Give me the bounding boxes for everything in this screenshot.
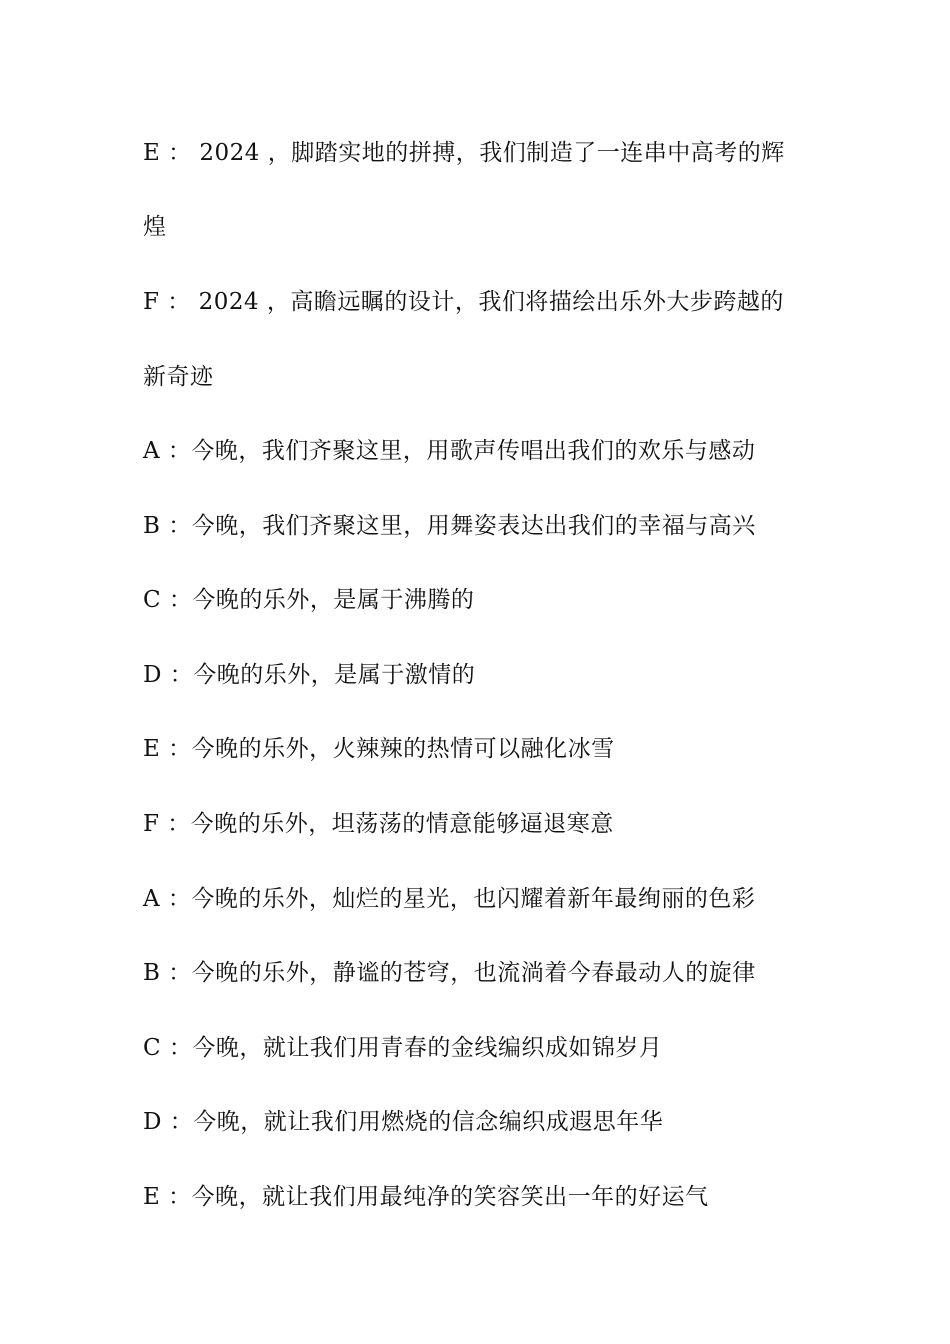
- text-line: C ：今晚，就让我们用青春的金线编织成如锦岁月: [143, 1035, 663, 1061]
- text-line: E ： 2024 ，脚踏实地的拼搏，我们制造了一连串中高考的辉: [143, 140, 785, 166]
- text-line: A ：今晚的乐外，灿烂的星光，也闪耀着新年最绚丽的色彩: [143, 886, 756, 912]
- text-line: B ：今晚，我们齐聚这里，用舞姿表达出我们的幸福与高兴: [143, 513, 756, 539]
- text-line: E ：今晚的乐外，火辣辣的热情可以融化冰雪: [143, 736, 615, 762]
- text-line: F ： 2024 ，高瞻远瞩的设计，我们将描绘出乐外大步跨越的: [143, 289, 784, 315]
- text-line: 新奇迹: [143, 364, 214, 390]
- text-line: F ：今晚的乐外，坦荡荡的情意能够逼退寒意: [143, 811, 614, 837]
- text-line: 煌: [143, 214, 167, 240]
- text-line: C ：今晚的乐外，是属于沸腾的: [143, 587, 475, 613]
- text-line: A ：今晚，我们齐聚这里，用歌声传唱出我们的欢乐与感动: [143, 438, 756, 464]
- text-line: D ：今晚，就让我们用燃烧的信念编织成遐思年华: [143, 1109, 664, 1135]
- text-line: D ：今晚的乐外，是属于激情的: [143, 662, 476, 688]
- text-line: B ：今晚的乐外，静谧的苍穹，也流淌着今春最动人的旋律: [143, 960, 756, 986]
- text-line: E ：今晚，就让我们用最纯净的笑容笑出一年的好运气: [143, 1184, 709, 1210]
